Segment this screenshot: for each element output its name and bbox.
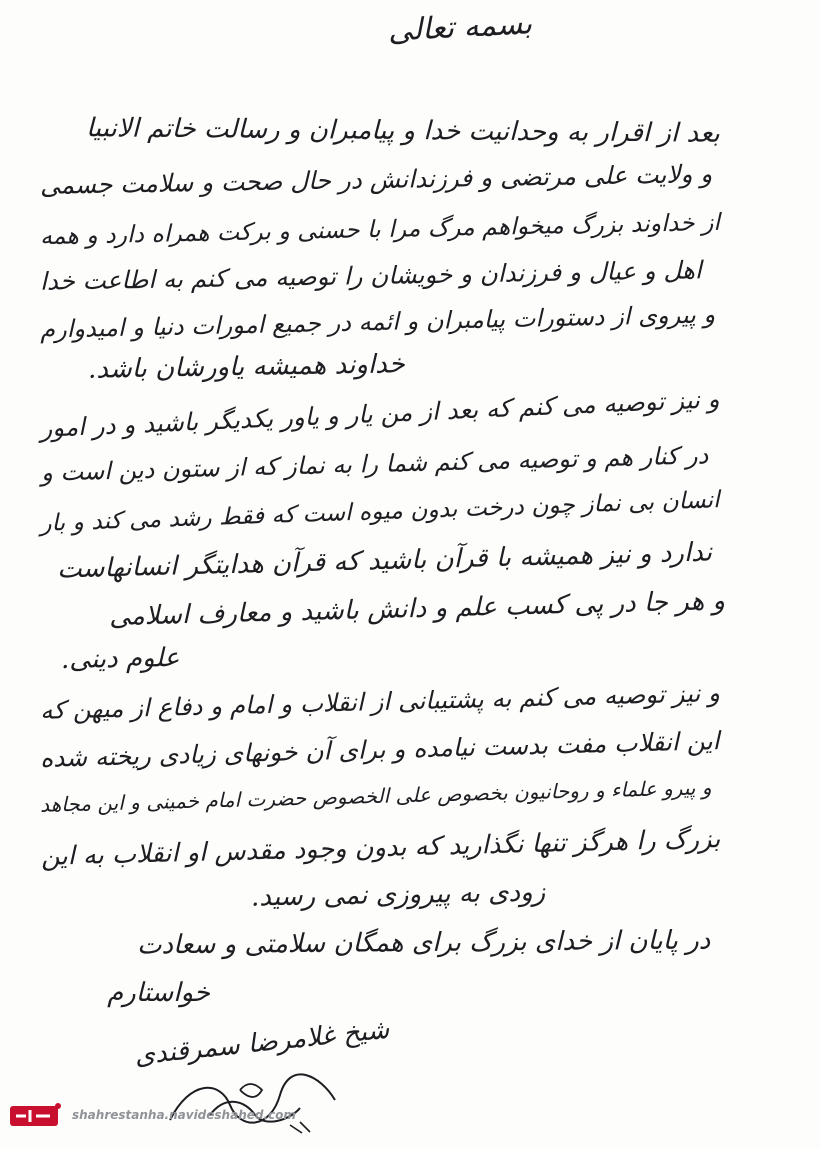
text-line-4: اهل و عیال و فرزندان و خویشان را توصیه می کنم به اطاعت خدا: [40, 255, 703, 296]
document-heading: بسمه تعالی: [387, 6, 533, 49]
text-line-17: زودی به پیروزی نمی رسید.: [250, 877, 546, 913]
text-line-3: از خداوند بزرگ میخواهم مرگ مرا با حسنی و برکت همراه دارد و همه: [39, 207, 721, 251]
text-line-9: انسان بی نماز چون درخت بدون میوه است که فقط رشد می کند و بار: [39, 485, 721, 537]
text-line-16: بزرگ را هرگز تنها نگذارید که بدون وجود مقدس او انقلاب به این: [40, 824, 721, 872]
watermark-url: shahrestanha.navideshahed.com: [72, 1108, 296, 1122]
text-line-12: علوم دینی.: [61, 642, 181, 676]
text-line-19: خواستارم: [107, 978, 210, 1008]
signature-name: شیخ غلامرضا سمرقندی: [133, 1014, 391, 1072]
text-line-10: ندارد و نیز همیشه با قرآن باشید که قرآن هدایتگر انسانهاست: [56, 537, 713, 585]
text-line-7: و نیز توصیه می کنم که بعد از من یار و یاور یکدیگر باشید و در امور: [39, 384, 721, 443]
text-line-11: و هر جا در پی کسب علم و دانش باشید و معارف اسلامی: [108, 585, 726, 633]
text-line-2: و ولایت علی مرتضی و فرزندانش در حال صحت و سلامت جسمی: [39, 159, 713, 200]
text-line-14: این انقلاب مفت بدست نیامده و برای آن خونهای زیادی ریخته شده: [40, 726, 721, 773]
text-line-18: در پایان از خدای بزرگ برای همگان سلامتی و سعادت: [136, 925, 711, 961]
text-line-8: در کنار هم و توصیه می کنم شما را به نماز که از ستون دین است و: [40, 441, 709, 487]
navideshahed-logo-icon: [8, 1096, 68, 1134]
text-line-5: و پیروی از دستورات پیامبران و ائمه در جمیع امورات دنیا و امیدوارم: [39, 300, 716, 344]
text-line-13: و نیز توصیه می کنم به پشتیبانی از انقلاب و امام و دفاع از میهن که: [39, 678, 721, 725]
text-line-1: بعد از اقرار به وحدانیت خدا و پیامبران و رسالت خاتم الانبیا: [86, 113, 721, 149]
watermark: [8, 1096, 328, 1136]
text-line-15: و پیرو علماء و روحانیون بخصوص علی الخصوص حضرت امام خمینی و این مجاهد: [40, 775, 713, 817]
text-line-6: خداوند همیشه یاورشان باشد.: [87, 349, 406, 385]
